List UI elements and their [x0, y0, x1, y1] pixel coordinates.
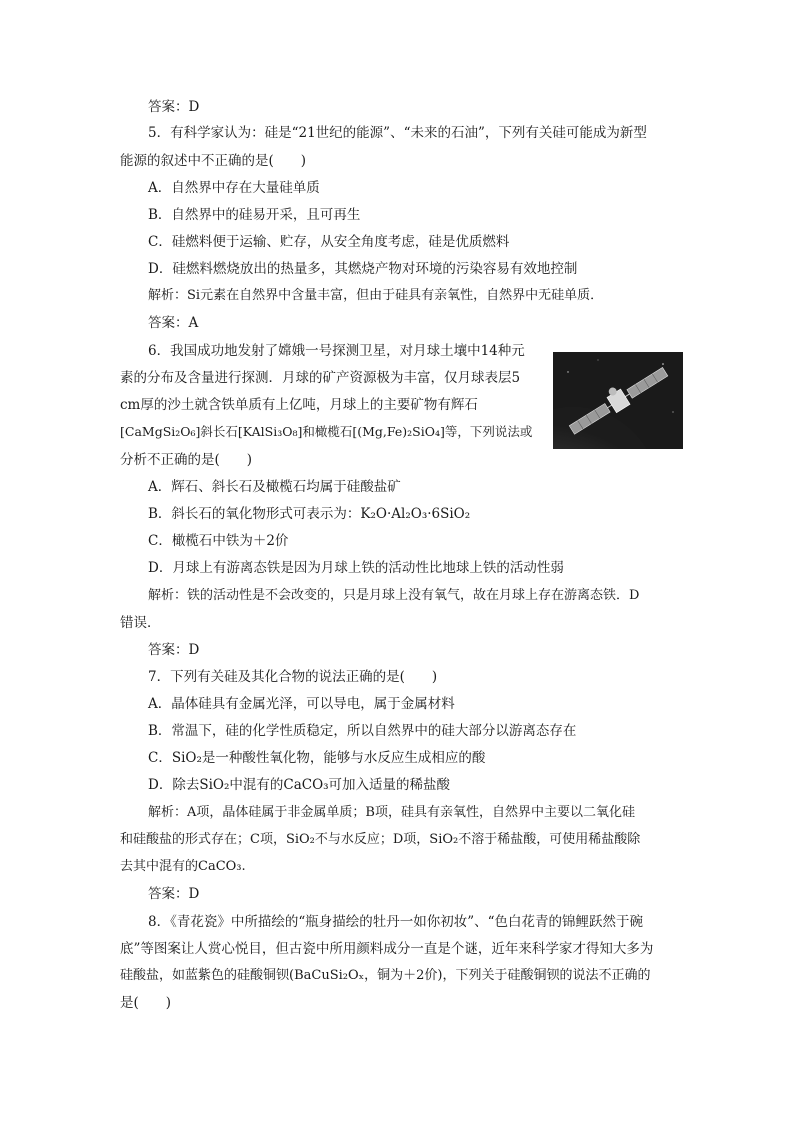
question-6-option-c: C．橄榄石中铁为＋2价: [148, 533, 289, 549]
question-6-stem-line3: cm厚的沙土就含铁单质有上亿吨，月球上的主要矿物有辉石: [120, 397, 478, 413]
question-8-stem-line4: 是( ): [120, 995, 172, 1011]
question-7-stem: 7．下列有关硅及其化合物的说法正确的是( ): [148, 669, 438, 685]
question-5-option-d: D．硅燃料燃烧放出的热量多，其燃烧产物对环境的污染容易有效地控制: [148, 261, 578, 277]
question-6-explanation-line1: 解析：铁的活动性是不会改变的，只是月球上没有氧气，故在月球上存在游离态铁．D: [148, 588, 640, 603]
question-6-stem-line2: 素的分布及含量进行探测．月球的矿产资源极为丰富，仅月球表层5: [120, 370, 521, 386]
answer-7: 答案：D: [148, 886, 200, 902]
question-5-option-c: C．硅燃料便于运输、贮存，从安全角度考虑，硅是优质燃料: [148, 234, 510, 250]
question-7-option-c: C．SiO₂是一种酸性氧化物，能够与水反应生成相应的酸: [148, 750, 486, 766]
question-6-explanation-line2: 错误．: [120, 615, 161, 631]
answer-5: 答案：A: [148, 315, 199, 331]
question-6-option-b: B．斜长石的氧化物形式可表示为：K₂O·Al₂O₃·6SiO₂: [148, 506, 471, 522]
question-7-explanation-line3: 去其中混有的CaCO₃.: [120, 859, 246, 874]
question-6-stem-line1: 6．我国成功地发射了嫦娥一号探测卫星，对月球土壤中14种元: [148, 343, 525, 359]
satellite-orbit-image: [553, 352, 683, 449]
question-8-stem-line3: 硅酸盐，如蓝紫色的硅酸铜钡(BaCuSi₂Oₓ，铜为＋2价)，下列关于硅酸铜钡的说法不正确的: [120, 968, 651, 983]
question-6-option-a: A．辉石、斜长石及橄榄石均属于硅酸盐矿: [148, 479, 401, 495]
question-5-option-a: A．自然界中存在大量硅单质: [148, 180, 320, 196]
answer-4: 答案：D: [148, 99, 200, 115]
question-8-stem-line1: 8．《青花瓷》中所描绘的“瓶身描绘的牡丹一如你初妆”、“色白花青的锦鲤跃然于碗: [148, 914, 644, 930]
answer-6: 答案：D: [148, 642, 200, 658]
question-6-stem-line5: 分析不正确的是( ): [120, 452, 253, 468]
question-5-stem-line2: 能源的叙述中不正确的是( ): [120, 153, 307, 169]
question-6-stem-line4: [CaMgSi₂O₆]斜长石[KAlSi₃O₈]和橄榄石[(Mg,Fe)₂SiO₄]等，下列说法或: [120, 424, 533, 439]
question-6-option-d: D．月球上有游离态铁是因为月球上铁的活动性比地球上铁的活动性弱: [148, 560, 564, 576]
satellite-icon: [553, 352, 683, 449]
question-8-stem-line2: 底”等图案让人赏心悦目，但古瓷中所用颜料成分一直是个谜，近年来科学家才得知大多为: [120, 941, 654, 957]
question-7-explanation-line2: 和硅酸盐的形式存在；C项，SiO₂不与水反应；D项，SiO₂不溶于稀盐酸，可使用稀盐酸除: [120, 832, 641, 847]
question-7-option-d: D．除去SiO₂中混有的CaCO₃可加入适量的稀盐酸: [148, 777, 451, 793]
question-7-option-a: A．晶体硅具有金属光泽，可以导电，属于金属材料: [148, 696, 455, 712]
question-7-explanation-line1: 解析：A项，晶体硅属于非金属单质；B项，硅具有亲氧性，自然界中主要以二氧化硅: [148, 805, 635, 820]
question-5-stem-line1: 5．有科学家认为：硅是“21世纪的能源”、“未来的石油”，下列有关硅可能成为新型: [148, 125, 647, 141]
question-5-explanation: 解析：Si元素在自然界中含量丰富，但由于硅具有亲氧性，自然界中无硅单质．: [148, 288, 604, 303]
question-5-option-b: B．自然界中的硅易开采，且可再生: [148, 207, 361, 223]
question-7-option-b: B．常温下，硅的化学性质稳定，所以自然界中的硅大部分以游离态存在: [148, 723, 577, 739]
